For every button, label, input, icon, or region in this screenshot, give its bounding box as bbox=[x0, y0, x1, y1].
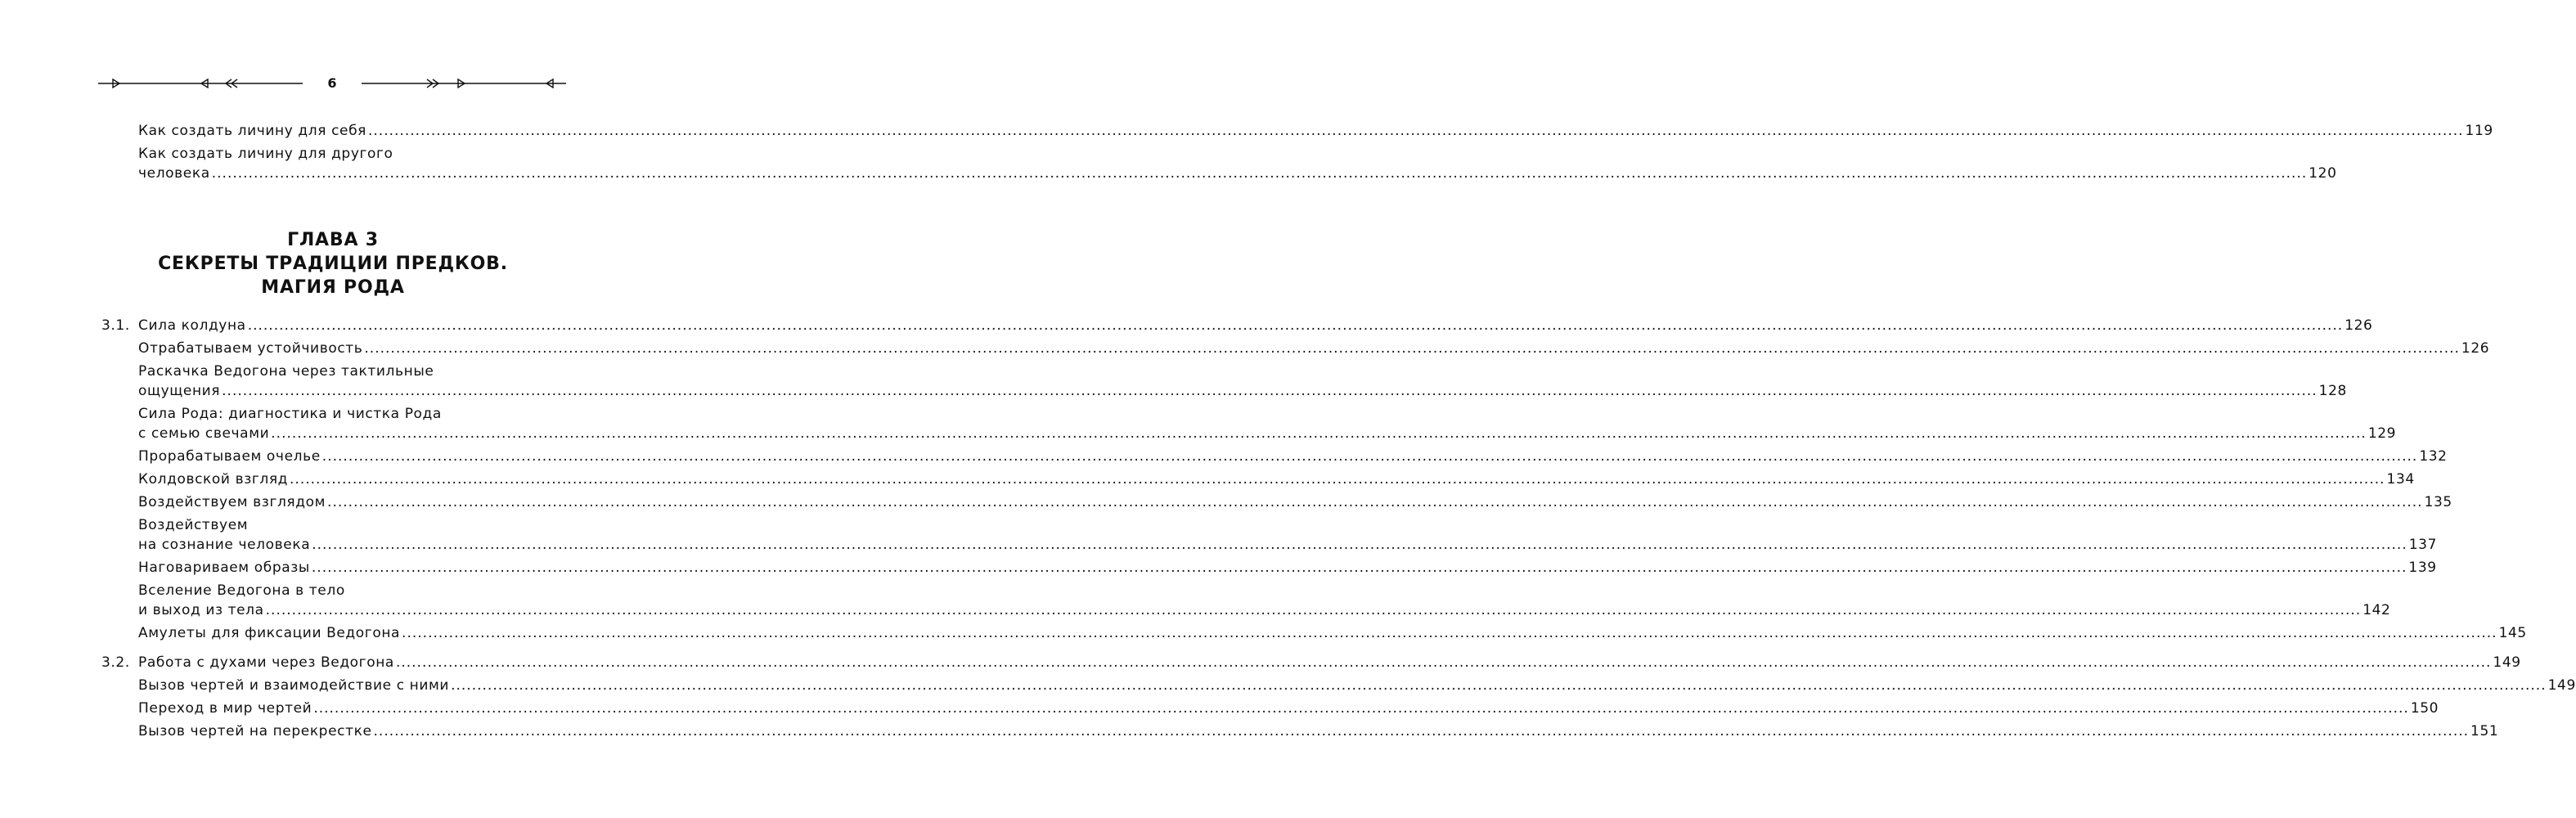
toc-entry-title-line: Работа с духами через Ведогона bbox=[138, 654, 394, 671]
toc-section-3-2 bbox=[101, 653, 2576, 741]
toc-entry-body bbox=[138, 316, 2373, 335]
toc-entry-title-line: Амулеты для фиксации Ведогона bbox=[138, 625, 401, 641]
chapter-heading bbox=[101, 228, 564, 299]
dot-leader: ................................................................................................................................................................................................................................................................................................................................................................................................................ bbox=[265, 602, 2362, 618]
toc-entry bbox=[101, 558, 2437, 578]
toc-entry-last-line bbox=[138, 676, 2576, 695]
toc-entry-body bbox=[138, 721, 2499, 741]
toc-entry-title-line: на сознание человека bbox=[138, 537, 311, 553]
toc-entry-last-line bbox=[138, 447, 2448, 466]
dot-leader: ................................................................................................................................................................................................................................................................................................................................................................................................................ bbox=[311, 560, 2407, 576]
toc-entry bbox=[101, 121, 2493, 141]
toc-entry bbox=[101, 447, 2448, 466]
toc-entry-last-line bbox=[138, 535, 2437, 555]
toc-page-number: 129 bbox=[2367, 425, 2397, 442]
dot-leader: ................................................................................................................................................................................................................................................................................................................................................................................................................ bbox=[364, 340, 2460, 357]
toc-page-number: 134 bbox=[2386, 471, 2415, 488]
toc-page-number: 149 bbox=[2493, 654, 2521, 671]
toc-entry-last-line bbox=[138, 623, 2527, 643]
toc-entry-body bbox=[138, 339, 2490, 358]
dot-leader: ................................................................................................................................................................................................................................................................................................................................................................................................................ bbox=[313, 700, 2409, 717]
toc-entry-body bbox=[138, 121, 2493, 141]
toc-entry-title-line: ощущения bbox=[138, 383, 221, 399]
toc-entry-body bbox=[138, 676, 2576, 695]
toc-page-number: 137 bbox=[2408, 537, 2437, 553]
toc-page-number: 120 bbox=[2309, 165, 2337, 182]
dot-leader: ................................................................................................................................................................................................................................................................................................................................................................................................................ bbox=[327, 494, 2423, 510]
toc-entry-title-line: Переход в мир чертей bbox=[138, 700, 312, 717]
toc-entry bbox=[101, 699, 2439, 718]
toc-entry-title-line: Вызов чертей и взаимодействие с ними bbox=[138, 677, 450, 694]
toc-entry-body bbox=[138, 362, 2347, 401]
toc-page-number: 139 bbox=[2408, 560, 2437, 576]
toc-entry-title-line: Отрабатываем устойчивость bbox=[138, 340, 363, 357]
toc-entry-last-line bbox=[138, 653, 2521, 672]
toc-entry-last-line bbox=[138, 121, 2493, 141]
toc-entry-last-line bbox=[138, 424, 2397, 443]
toc-entry-title-line: Вселение Ведогона в тело bbox=[138, 582, 345, 599]
dot-leader: ................................................................................................................................................................................................................................................................................................................................................................................................................ bbox=[290, 471, 2385, 488]
dot-leader: ................................................................................................................................................................................................................................................................................................................................................................................................................ bbox=[368, 123, 2464, 139]
page-number: 6 bbox=[327, 75, 337, 91]
section-number: 3.1. bbox=[101, 317, 130, 334]
toc-page-number: 132 bbox=[2419, 448, 2448, 465]
toc-entry-title-line: Прорабатываем очелье bbox=[138, 448, 321, 465]
toc-entry bbox=[101, 492, 2452, 512]
toc-entry-title-line: Воздействуем взглядом bbox=[138, 494, 326, 510]
dot-leader: ................................................................................................................................................................................................................................................................................................................................................................................................................ bbox=[402, 625, 2497, 641]
dot-leader: ................................................................................................................................................................................................................................................................................................................................................................................................................ bbox=[222, 383, 2318, 399]
toc-page-number: 145 bbox=[2498, 625, 2527, 641]
toc-entry-body bbox=[138, 144, 2337, 183]
toc-entry bbox=[101, 470, 2415, 489]
dot-leader: ................................................................................................................................................................................................................................................................................................................................................................................................................ bbox=[247, 317, 2344, 334]
toc-entry-title-line: Сила Рода: диагностика и чистка Рода bbox=[138, 406, 442, 422]
toc-entry-title-line: Сила колдуна bbox=[138, 317, 246, 334]
toc-entry-title-line: Воздействуем bbox=[138, 517, 249, 533]
toc-entry-body bbox=[138, 447, 2448, 466]
toc-entry bbox=[101, 581, 2391, 620]
dot-leader: ................................................................................................................................................................................................................................................................................................................................................................................................................ bbox=[211, 165, 2308, 182]
toc-entry bbox=[101, 653, 2521, 672]
toc-page-number: 150 bbox=[2410, 700, 2439, 717]
toc-entry-body bbox=[138, 492, 2452, 512]
chapter-label: ГЛАВА 3 bbox=[287, 230, 379, 250]
toc-entry-title-line: Колдовской взгляд bbox=[138, 471, 289, 488]
toc-entry-last-line bbox=[138, 339, 2490, 358]
page-header bbox=[98, 74, 566, 93]
chapter-title-line1: СЕКРЕТЫ ТРАДИЦИИ ПРЕДКОВ. bbox=[158, 254, 508, 274]
toc-entry-last-line bbox=[138, 699, 2439, 718]
toc-page-number: 151 bbox=[2470, 723, 2499, 739]
toc-entry-body bbox=[138, 404, 2397, 443]
toc-entry-last-line bbox=[138, 721, 2499, 741]
toc-entry-body bbox=[138, 515, 2437, 555]
toc-entry bbox=[101, 515, 2437, 555]
toc-page-number: 119 bbox=[2465, 123, 2493, 139]
chapter-title-line2: МАГИЯ РОДА bbox=[261, 277, 405, 298]
toc-entry-body bbox=[138, 470, 2415, 489]
toc-entry-last-line bbox=[138, 470, 2415, 489]
toc-entry-body bbox=[138, 581, 2391, 620]
toc-entry bbox=[101, 676, 2576, 695]
toc-entry bbox=[101, 362, 2347, 401]
section-number: 3.2. bbox=[101, 654, 130, 671]
toc-entry bbox=[101, 339, 2490, 358]
dot-leader: ................................................................................................................................................................................................................................................................................................................................................................................................................ bbox=[271, 425, 2367, 442]
dot-leader: ................................................................................................................................................................................................................................................................................................................................................................................................................ bbox=[395, 654, 2492, 671]
toc-entry-title-line: Наговариваем образы bbox=[138, 560, 310, 576]
toc-page-number: 135 bbox=[2424, 494, 2452, 510]
toc-page-number: 126 bbox=[2461, 340, 2490, 357]
table-of-contents bbox=[101, 121, 2576, 741]
toc-entry-title-line: Как создать личину для другого bbox=[138, 146, 393, 162]
toc-entry-last-line bbox=[138, 381, 2347, 401]
toc-page-number: 126 bbox=[2344, 317, 2373, 334]
toc-entry bbox=[101, 623, 2527, 643]
toc-entry-body bbox=[138, 699, 2439, 718]
toc-entry-last-line bbox=[138, 558, 2437, 578]
toc-entry-title-line: человека bbox=[138, 165, 210, 182]
toc-entry-last-line bbox=[138, 492, 2452, 512]
toc-section-3-1 bbox=[101, 316, 2527, 643]
toc-entry bbox=[101, 316, 2373, 335]
toc-entry-title-line: Раскачка Ведогона через тактильные bbox=[138, 363, 434, 380]
toc-page-number: 149 bbox=[2547, 677, 2576, 694]
toc-page-number: 128 bbox=[2318, 383, 2347, 399]
toc-entry-title-line: Как создать личину для себя bbox=[138, 123, 366, 139]
toc-entry bbox=[101, 404, 2397, 443]
dot-leader: ................................................................................................................................................................................................................................................................................................................................................................................................................ bbox=[373, 723, 2470, 739]
toc-entry-last-line bbox=[138, 164, 2337, 183]
toc-entry-title-line: с семью свечами bbox=[138, 425, 270, 442]
toc-entry-body bbox=[138, 623, 2527, 643]
toc-entry-last-line bbox=[138, 316, 2373, 335]
dot-leader: ................................................................................................................................................................................................................................................................................................................................................................................................................ bbox=[451, 677, 2547, 694]
toc-page-number: 142 bbox=[2362, 602, 2391, 618]
toc-entry-body bbox=[138, 558, 2437, 578]
toc-entry-title-line: Вызов чертей на перекрестке bbox=[138, 723, 372, 739]
toc-entry-last-line bbox=[138, 600, 2391, 620]
toc-entry-body bbox=[138, 653, 2521, 672]
toc-top-list bbox=[101, 121, 2493, 183]
dot-leader: ................................................................................................................................................................................................................................................................................................................................................................................................................ bbox=[312, 537, 2407, 553]
toc-entry bbox=[101, 721, 2499, 741]
toc-entry-title-line: и выход из тела bbox=[138, 602, 264, 618]
dot-leader: ................................................................................................................................................................................................................................................................................................................................................................................................................ bbox=[321, 448, 2418, 465]
toc-entry bbox=[101, 144, 2337, 183]
